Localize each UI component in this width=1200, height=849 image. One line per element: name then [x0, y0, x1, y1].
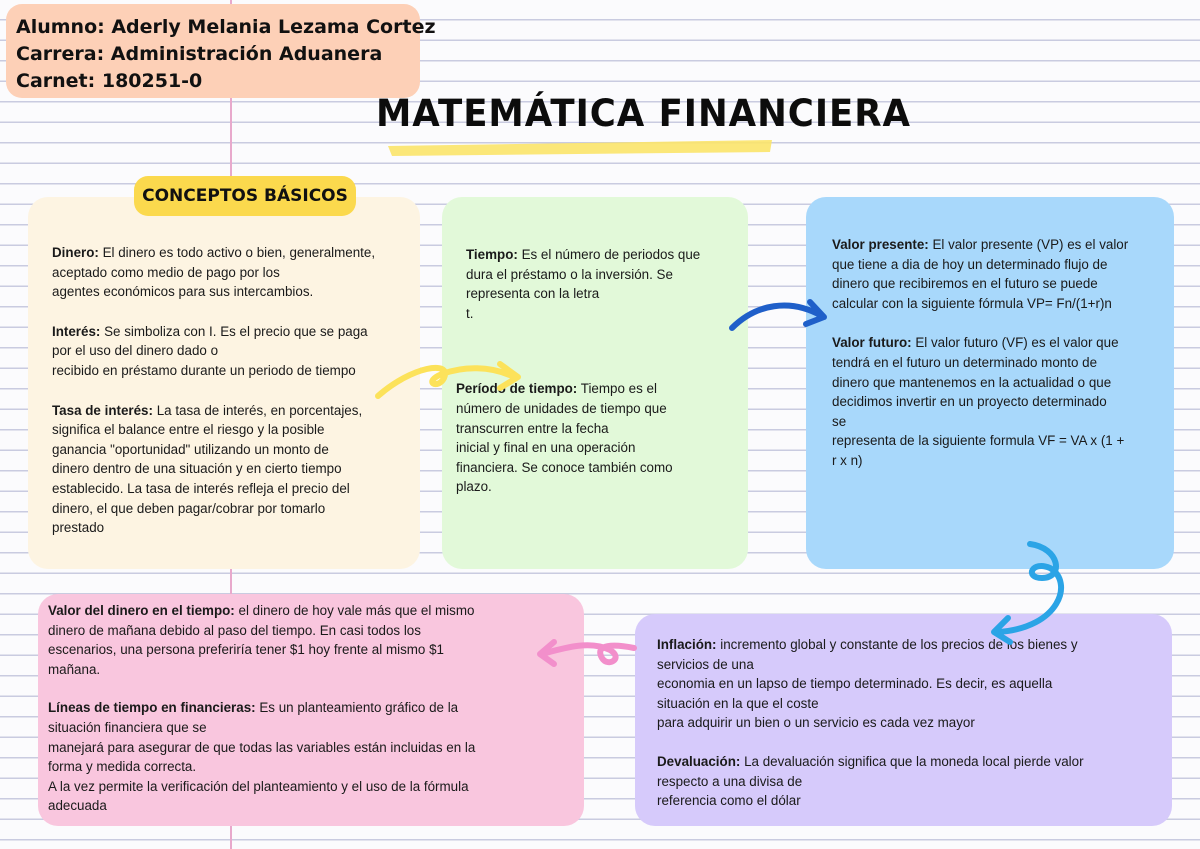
student-info-box — [6, 4, 436, 98]
interes-term: Interés: — [52, 323, 101, 339]
periodo-term: Período de tiempo: — [456, 381, 578, 397]
valor-futuro-term: Valor futuro: — [832, 335, 912, 351]
tasa-term: Tasa de interés: — [52, 402, 153, 418]
valor-presente-definition: Valor presente: El valor presente (VP) es el valor que tiene a dia de hoy un determinado flujo de dinero que recibiremos en el futuro se puede calcular con la siguiente fórmula VP= Fn/(1+r)n — [832, 237, 1129, 311]
devaluacion-term: Devaluación: — [657, 753, 741, 769]
student-career: Carrera: Administración Aduanera — [16, 43, 383, 65]
lineas-definition: Líneas de tiempo en financieras: Es un planteamiento gráfico de la situación financiera que se manejará para asegurar de que todas las variables están incluidas en la forma y medida correcta. A la vez permite la verificación del planteamiento y el uso de la fórmula adecuada — [48, 700, 476, 814]
pink-curly-arrow-icon — [534, 634, 640, 674]
inflacion-definition: Inflación: incremento global y constante de los precios de los bienes y servicios de una economia en un lapso de tiempo determinado. Es decir, es aquella situación en la que el coste para adquirir un bien o un servicio es cada vez mayor — [657, 637, 1078, 731]
periodo-definition: Período de tiempo: Tiempo es el número de unidades de tiempo que transcurren entre la fecha inicial y final en una operación financiera. Se conoce también como plazo. — [456, 381, 673, 495]
tiempo-term: Tiempo: — [466, 247, 518, 262]
tiempo-definition: Tiempo: Es el número de periodos que dura el préstamo o la inversión. Se representa con la letra t. — [466, 247, 701, 321]
title-underline-highlight — [386, 132, 776, 158]
tasa-definition: Tasa de interés: La tasa de interés, en porcentajes, significa el balance entre el riesgo y la posible ganancia "oportunidad" utilizando un monto de dinero dentro de una situación y en cierto tiempo establecido. La tasa de interés refleja el precio del dinero, el que deben pagar/cobrar por tomarlo prestado — [52, 402, 363, 536]
card-valor — [806, 197, 1174, 569]
page-title: MATEMÁTICA FINANCIERA — [376, 92, 912, 135]
dinero-definition: Dinero: El dinero es todo activo o bien, generalmente, aceptado como medio de pago por los agentes económicos para sus intercambios. — [52, 245, 376, 300]
light-blue-curly-arrow-icon — [984, 538, 1080, 648]
lineas-term: Líneas de tiempo en financieras: — [48, 700, 256, 716]
valor-futuro-definition: Valor futuro: El valor futuro (VF) es el valor que tendrá en el futuro un determinado monto de dinero que mantenemos en la actualidad o que decidimos invertir en un proyecto determinado se representa de la siguiente formula VF = VA x (1 + r x n) — [832, 335, 1125, 468]
inflacion-term: Inflación: — [657, 637, 717, 652]
valor-dinero-term: Valor del dinero en el tiempo: — [48, 603, 235, 618]
student-name: Alumno: Aderly Melania Lezama Cortez — [16, 16, 436, 38]
student-carnet: Carnet: 180251-0 — [16, 70, 203, 92]
yellow-curly-arrow-icon — [372, 356, 532, 406]
dinero-term: Dinero: — [52, 245, 99, 260]
card-valor-dinero — [38, 594, 584, 826]
card-dinero-interes — [28, 197, 420, 569]
valor-presente-term: Valor presente: — [832, 237, 929, 252]
interes-definition: Interés: Se simboliza con I. Es el precio que se paga por el uso del dinero dado o recibido en préstamo durante un periodo de tiempo — [52, 323, 368, 378]
valor-dinero-definition: Valor del dinero en el tiempo: el dinero de hoy vale más que el mismo dinero de mañana debido al paso del tiempo. En casi todos los escenarios, una persona preferiría tener $1 hoy frente al mismo $1 mañana. — [48, 603, 475, 677]
blue-arrow-icon — [726, 294, 832, 334]
card-inflacion — [635, 614, 1172, 826]
devaluacion-definition: Devaluación: La devaluación significa que la moneda local pierde valor respecto a una divisa de referencia como el dólar — [657, 753, 1084, 809]
conceptos-basicos-badge: CONCEPTOS BÁSICOS — [134, 176, 356, 216]
